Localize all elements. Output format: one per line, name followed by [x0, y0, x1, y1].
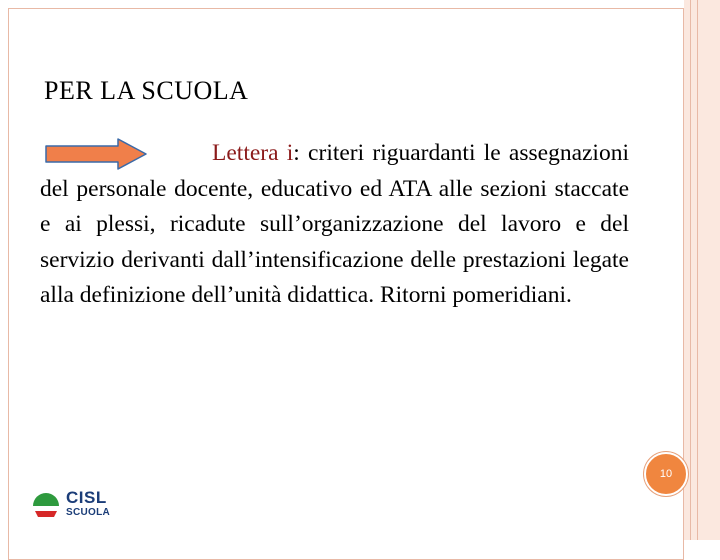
side-rule [690, 0, 691, 540]
side-rule [697, 0, 698, 540]
cisl-logo-icon [30, 486, 62, 520]
logo-name: CISL [66, 488, 107, 507]
body-lead: Lettera i [212, 140, 294, 166]
cisl-logo [30, 486, 140, 520]
slide-body [40, 136, 629, 314]
slide-title: PER LA SCUOLA [44, 76, 249, 105]
logo-sub: SCUOLA [66, 507, 111, 518]
body-text: : criteri riguardanti le assegnazioni del personale docente, educativo ed ATA alle sezioni staccate e ai plessi, ricadute sull’organizzazione del lavoro e del servizio derivanti dall’intensificazione delle prestazioni legate alla definizione dell’unità didattica. Ritorni pomeridiani. [40, 140, 629, 308]
page-number-badge: 10 [644, 452, 688, 496]
